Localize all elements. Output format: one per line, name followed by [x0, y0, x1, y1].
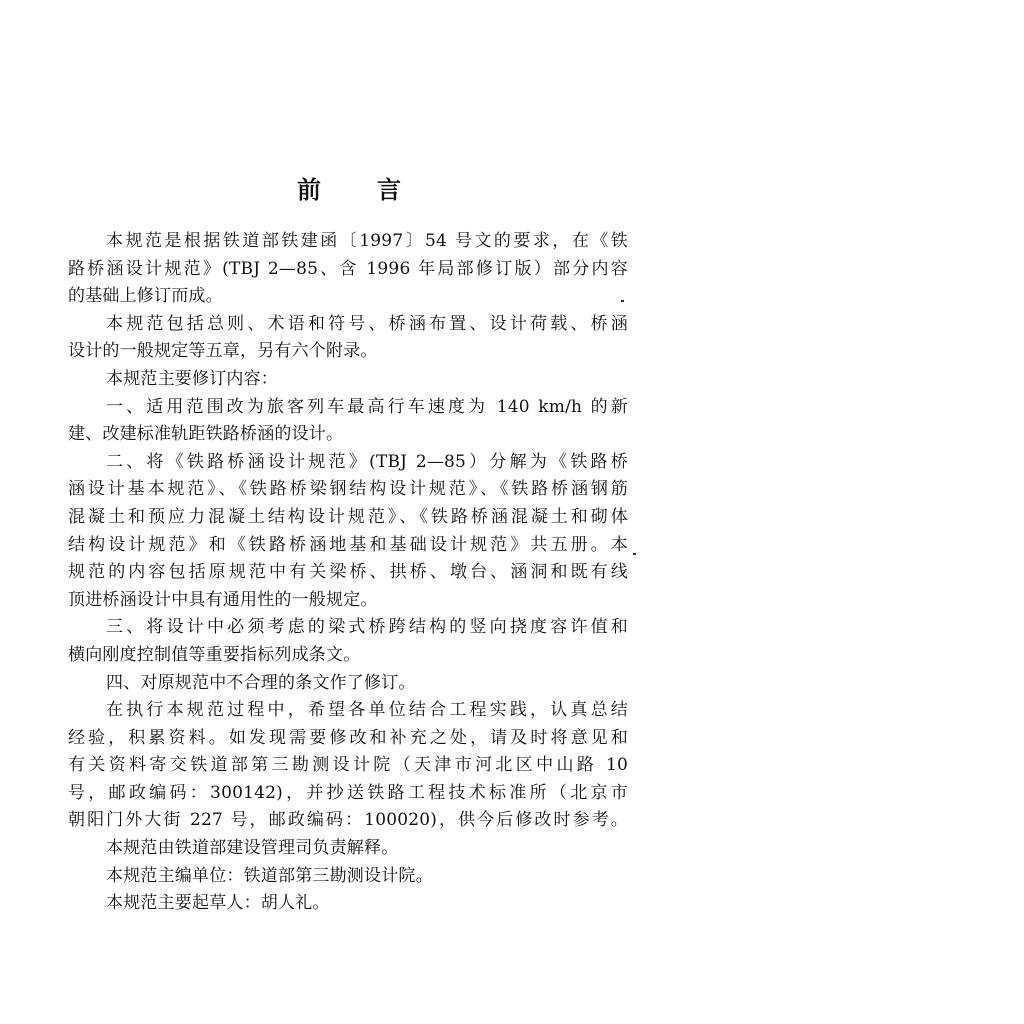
text-line: 本规范主要起草人：胡人礼。 — [106, 893, 330, 914]
text-line: 在执行本规范过程中，希望各单位结合工程实践，认真总结 — [106, 700, 628, 721]
text-line: 号，邮政编码：300142)，并抄送铁路工程技术标准所（北京市 — [68, 782, 628, 803]
scan-speck — [621, 300, 624, 302]
text-line: 四、对原规范中不合理的条文作了修订。 — [106, 672, 416, 693]
text-line: 规范的内容包括原规范中有关梁桥、拱桥、墩台、涵洞和既有线 — [68, 562, 628, 583]
text-line: 经验，积累资料。如发现需要修改和补充之处，请及时将意见和 — [68, 727, 628, 748]
text-line: 本规范主要修订内容： — [106, 368, 278, 389]
text-line: 路桥涵设计规范》(TBJ 2—85、含 1996 年局部修订版）部分内容 — [68, 258, 628, 279]
text-line: 涵设计基本规范》、《铁路桥梁钢结构设计规范》、《铁路桥涵钢筋 — [68, 479, 628, 500]
title-char-1: 前 — [297, 175, 323, 204]
text-line: 设计的一般规定等五章，另有六个附录。 — [68, 341, 378, 362]
text-line: 混凝土和预应力混凝土结构设计规范》、《铁路桥涵混凝土和砌体 — [68, 506, 628, 527]
text-line: 横向刚度控制值等重要指标列成条文。 — [68, 644, 361, 665]
text-line: 本规范包括总则、术语和符号、桥涵布置、设计荷载、桥涵 — [106, 313, 628, 334]
text-line: 建、改建标准轨距铁路桥涵的设计。 — [68, 424, 344, 445]
scan-speck — [633, 553, 636, 555]
text-line: 结构设计规范》和《铁路桥涵地基和基础设计规范》共五册。本 — [68, 534, 628, 555]
text-line: 二、将《铁路桥涵设计规范》(TBJ 2—85）分解为《铁路桥 — [106, 451, 628, 472]
text-line: 本规范由铁道部建设管理司负责解释。 — [106, 838, 399, 859]
text-line: 本规范是根据铁道部铁建函〔1997〕54 号文的要求，在《铁 — [106, 231, 628, 251]
text-line: 的基础上修订而成。 — [68, 286, 223, 307]
page-title — [0, 170, 700, 205]
text-line: 朝阳门外大街 227 号，邮政编码：100020)，供今后修改时参考。 — [68, 810, 628, 831]
text-line: 有关资料寄交铁道部第三勘测设计院（天津市河北区中山路 10 — [68, 755, 628, 776]
text-line: 三、将设计中必须考虑的梁式桥跨结构的竖向挠度容许值和 — [106, 617, 628, 638]
text-line: 本规范主编单位：铁道部第三勘测设计院。 — [106, 865, 433, 886]
title-char-2: 言 — [377, 175, 403, 204]
text-line: 一、适用范围改为旅客列车最高行车速度为 140 km/h 的新 — [106, 396, 628, 417]
text-line: 顶进桥涵设计中具有通用性的一般规定。 — [68, 589, 378, 610]
preface-body — [68, 228, 628, 918]
